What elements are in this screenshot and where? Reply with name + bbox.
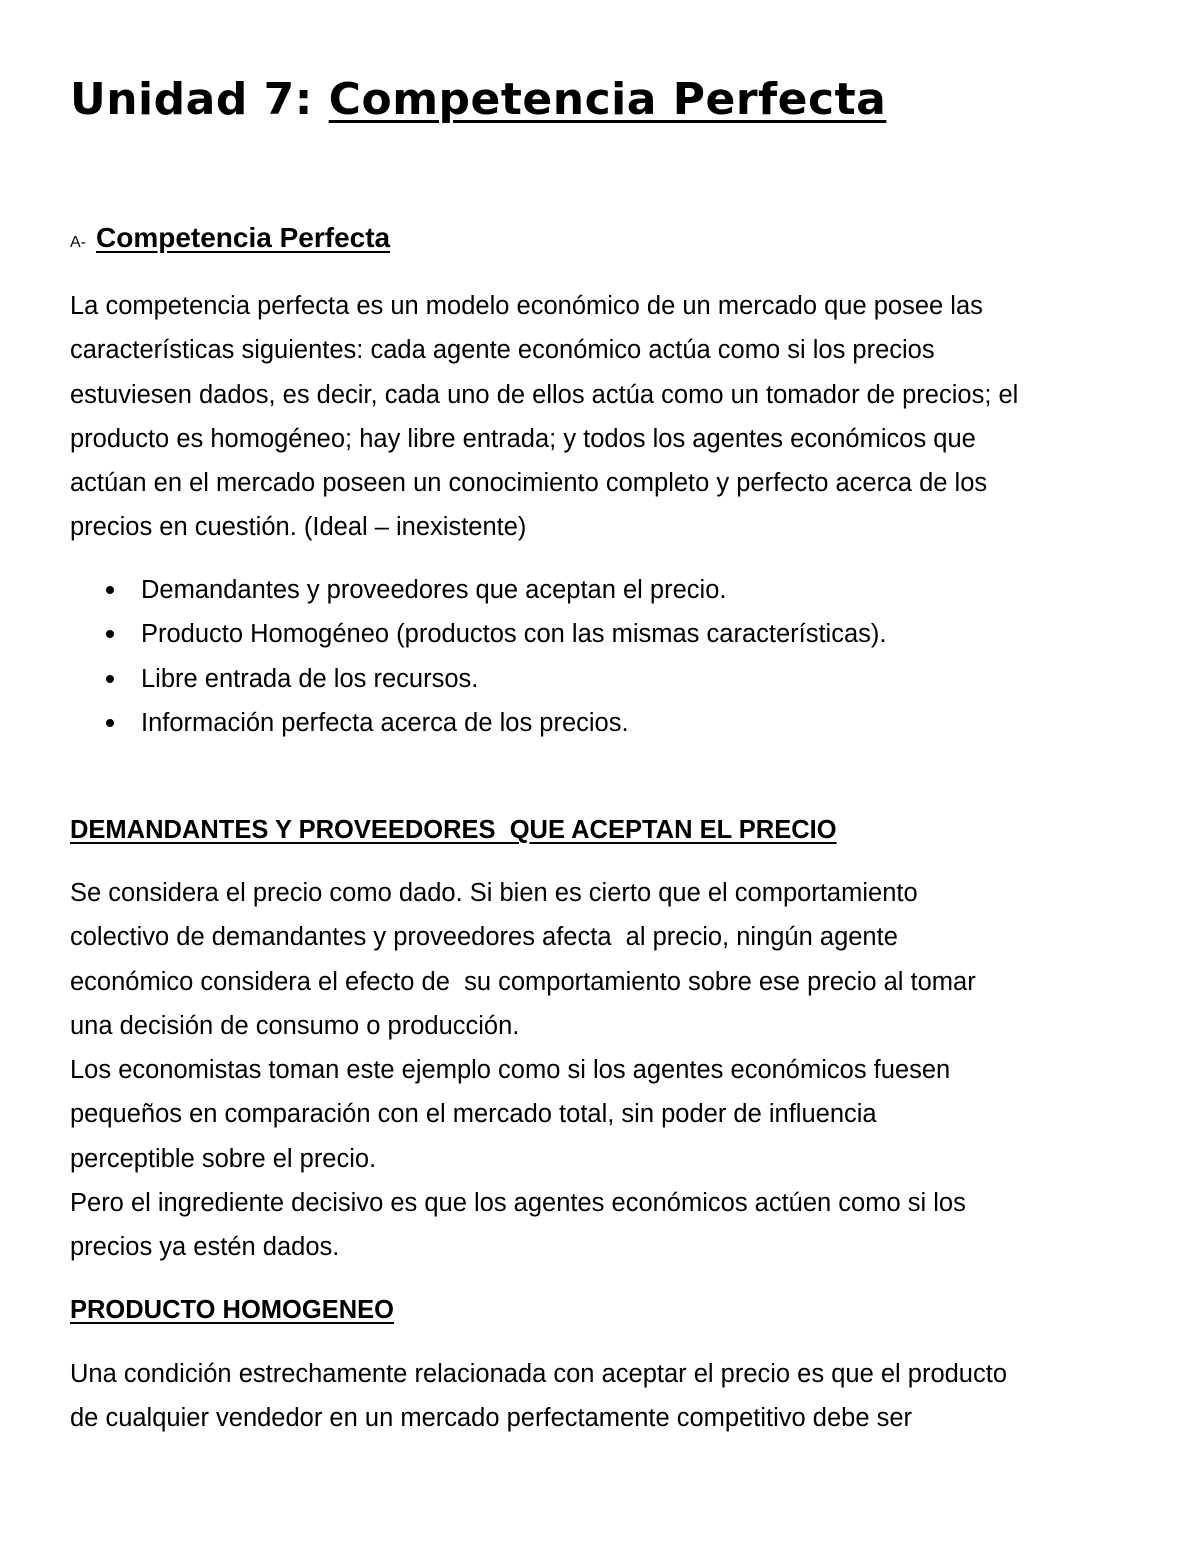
paragraph-line: colectivo de demandantes y proveedores afecta al precio, ningún agente	[70, 923, 898, 952]
list-item-text: Información perfecta acerca de los precios.	[141, 708, 629, 737]
characteristics-list	[70, 568, 886, 745]
paragraph-line: económico considera el efecto de su comportamiento sobre ese precio al tomar	[70, 967, 976, 996]
title-prefix: Unidad 7:	[70, 74, 329, 125]
bullet-icon	[106, 630, 114, 638]
list-item-text: Demandantes y proveedores que aceptan el precio.	[141, 576, 727, 604]
paragraph-line: Se considera el precio como dado. Si bien es cierto que el comportamiento	[70, 879, 918, 907]
paragraph-line: La competencia perfecta es un modelo económico de un mercado que posee las	[70, 292, 983, 320]
paragraph-line: precios ya estén dados.	[70, 1233, 340, 1262]
bullet-icon	[106, 586, 114, 594]
list-item	[70, 612, 886, 656]
list-item	[70, 701, 886, 745]
paragraph-line: Pero el ingrediente decisivo es que los agentes económicos actúen como si los	[70, 1189, 966, 1218]
title-main: Competencia Perfecta	[328, 74, 887, 125]
list-item-text: Libre entrada de los recursos.	[141, 664, 479, 693]
paragraph-line: estuviesen dados, es decir, cada uno de ellos actúa como un tomador de precios; el	[70, 380, 1019, 409]
paragraph-line: Una condición estrechamente relacionada con aceptar el precio es que el producto	[70, 1360, 1008, 1388]
paragraph-line: pequeños en comparación con el mercado total, sin poder de influencia	[70, 1100, 877, 1129]
paragraph-line: producto es homogéneo; hay libre entrada; y todos los agentes económicos que	[70, 424, 976, 453]
section-a-header	[70, 222, 390, 254]
paragraph-line: características siguientes: cada agente económico actúa como si los precios	[70, 336, 935, 365]
demandantes-paragraph	[70, 871, 1140, 1270]
producto-paragraph	[70, 1352, 1140, 1441]
producto-heading: PRODUCTO HOMOGENEO	[70, 1296, 394, 1324]
section-heading: Competencia Perfecta	[96, 222, 391, 253]
list-item	[70, 568, 886, 612]
demandantes-heading: DEMANDANTES Y PROVEEDORES QUE ACEPTAN EL PRECIO	[70, 816, 837, 844]
paragraph-line: una decisión de consumo o producción.	[70, 1011, 520, 1040]
list-item	[70, 657, 886, 701]
paragraph-line: Los economistas toman este ejemplo como si los agentes económicos fuesen	[70, 1056, 951, 1085]
bullet-icon	[106, 719, 114, 727]
paragraph-line: precios en cuestión. (Ideal – inexistente)	[70, 513, 527, 542]
paragraph-line: de cualquier vendedor en un mercado perfectamente competitivo debe ser	[70, 1404, 913, 1433]
intro-paragraph	[70, 284, 1140, 550]
paragraph-line: perceptible sobre el precio.	[70, 1144, 377, 1173]
paragraph-line: actúan en el mercado poseen un conocimiento completo y perfecto acerca de los	[70, 469, 988, 498]
list-item-text: Producto Homogéneo (productos con las mismas características).	[141, 620, 887, 649]
page-title	[70, 72, 886, 128]
section-marker: A-	[70, 233, 86, 251]
bullet-icon	[106, 675, 114, 683]
